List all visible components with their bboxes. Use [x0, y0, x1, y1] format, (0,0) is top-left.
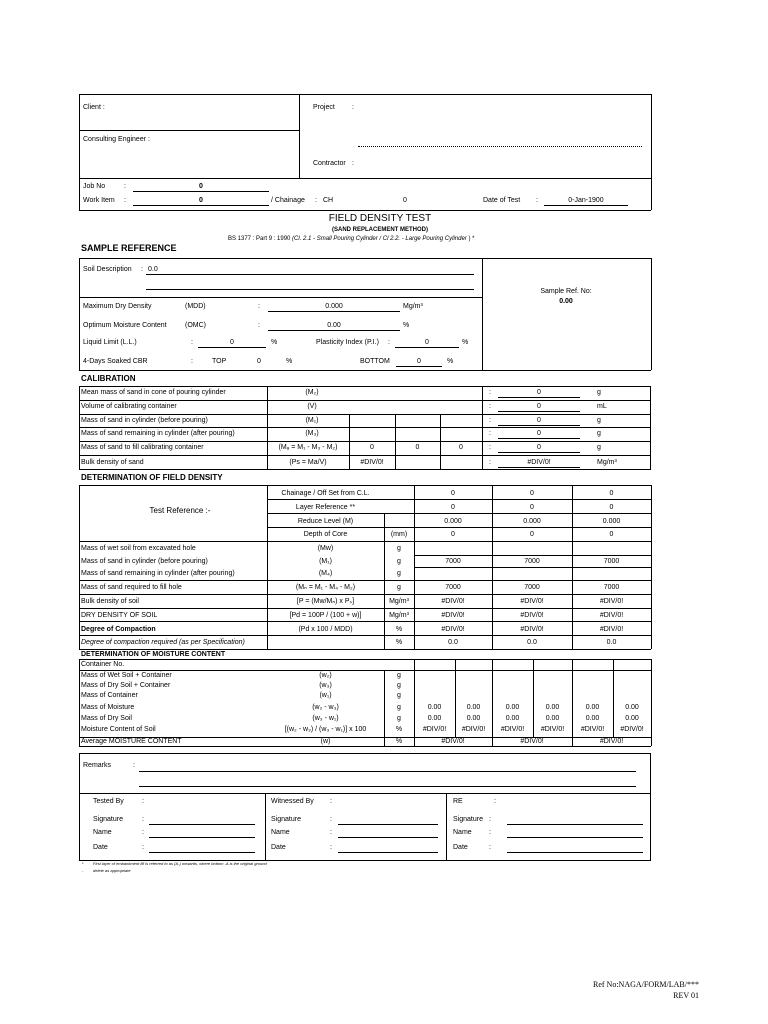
- moisture-value: #DIV/0!: [620, 726, 644, 733]
- calibration-result: 0: [537, 430, 541, 437]
- cbr-colon: :: [191, 358, 193, 365]
- moisture-unit: g: [397, 715, 401, 722]
- calibration-symbol: (V): [307, 403, 317, 410]
- test-ref-unit: (mm): [390, 531, 408, 538]
- field-density-value: #DIV/0!: [599, 598, 624, 605]
- calibration-colon: :: [489, 389, 491, 396]
- field-density-value: 7000: [445, 584, 461, 591]
- cbr-label: 4-Days Soaked CBR: [83, 358, 148, 365]
- moisture-value: 0.00: [545, 704, 560, 711]
- calibration-value-1: 0: [370, 444, 374, 451]
- page-title: FIELD DENSITY TEST: [328, 213, 432, 224]
- moisture-unit: %: [395, 726, 403, 733]
- calibration-value-1: #DIV/0!: [360, 459, 384, 466]
- test-ref-value: 0: [451, 531, 455, 538]
- field-density-value: 7000: [524, 558, 540, 565]
- job-no-colon: :: [124, 183, 126, 190]
- field-density-value: #DIV/0!: [520, 626, 544, 633]
- signoff-colon: :: [142, 844, 144, 851]
- calibration-label: Volume of calibrating container: [81, 403, 177, 410]
- calibration-colon: :: [489, 430, 491, 437]
- plasticity-index-value: 0: [425, 339, 429, 346]
- cbr-top-value: 0: [257, 358, 261, 365]
- moisture-symbol: (w₂ - w₃): [312, 704, 339, 711]
- signoff-colon: :: [330, 844, 332, 851]
- signoff-colon: :: [489, 816, 491, 823]
- calibration-unit: mL: [597, 403, 607, 410]
- signoff-name-label: Name: [453, 829, 472, 836]
- moisture-value: #DIV/0!: [461, 726, 486, 733]
- test-ref-label: Layer Reference **: [295, 504, 356, 511]
- chainage-label: / Chainage: [271, 197, 305, 204]
- moisture-value: 0.00: [427, 715, 442, 722]
- calibration-symbol: (Ps = Ma/V): [289, 459, 327, 466]
- field-density-value: #DIV/0!: [520, 612, 544, 619]
- moisture-value: 0.00: [505, 704, 520, 711]
- moisture-symbol: [(w₂ - w₃) / (w₃ - w₁)] x 100: [284, 726, 367, 733]
- re-colon: :: [494, 798, 496, 805]
- moisture-unit: g: [397, 682, 401, 689]
- test-ref-value: 0: [530, 531, 534, 538]
- cbr-bottom-unit: %: [447, 358, 454, 365]
- test-ref-label: Depth of Core: [303, 531, 348, 538]
- remarks-label: Remarks: [83, 762, 112, 769]
- field-density-unit: %: [395, 639, 403, 646]
- signoff-name-label: Name: [93, 829, 112, 836]
- omc-value: 0.00: [327, 322, 341, 329]
- field-density-unit: Mg/m³: [389, 612, 409, 619]
- calibration-result: #DIV/0!: [527, 459, 551, 466]
- calibration-unit: g: [597, 444, 601, 451]
- calibration-colon: :: [489, 459, 491, 466]
- moisture-label: Mass of Dry Soil + Container: [81, 682, 171, 689]
- moisture-value: #DIV/0!: [422, 726, 447, 733]
- signoff-signature-label: Signature: [271, 816, 301, 823]
- calibration-label: Mass of sand remaining in cylinder (after pouring): [81, 430, 235, 437]
- field-density-value: 0.0: [527, 639, 537, 646]
- soil-description-label: Soil Description: [83, 266, 132, 273]
- liquid-limit-label: Liquid Limit (L.L.): [83, 339, 137, 346]
- re-label: RE: [453, 798, 463, 805]
- moisture-value: 0.00: [585, 715, 600, 722]
- moisture-value: 0.00: [505, 715, 520, 722]
- calibration-result: 0: [537, 389, 541, 396]
- soil-description-colon: :: [141, 266, 143, 273]
- project-colon: :: [352, 104, 354, 111]
- field-density-symbol: (M₄): [318, 570, 333, 577]
- footnote-text-2: delete as appropriate: [93, 868, 131, 873]
- field-density-label: Bulk density of soil: [81, 598, 139, 605]
- field-density-value: 7000: [524, 584, 540, 591]
- work-item-value: 0: [199, 197, 203, 204]
- omc-colon: :: [258, 322, 260, 329]
- calibration-symbol: (M₃): [305, 430, 319, 437]
- calibration-label: Bulk density of sand: [81, 459, 144, 466]
- calibration-heading: CALIBRATION: [81, 374, 136, 383]
- signoff-name-label: Name: [271, 829, 290, 836]
- mdd-abbr: (MDD): [185, 303, 206, 310]
- date-of-test-label: Date of Test: [483, 197, 521, 204]
- calibration-table: [79, 386, 651, 470]
- calibration-symbol: (M₁): [305, 417, 319, 424]
- mdd-colon: :: [258, 303, 260, 310]
- footer-ref: Ref No:NAGA/FORM/LAB/***: [592, 980, 699, 989]
- mdd-value: 0.000: [325, 303, 343, 310]
- sample-ref-label: Sample Ref. No:: [540, 288, 592, 295]
- signoff-colon: :: [489, 844, 491, 851]
- signoff-date-label: Date: [271, 844, 286, 851]
- plasticity-index-colon: :: [388, 339, 390, 346]
- moisture-label: Moisture Content of Soil: [81, 726, 156, 733]
- calibration-value-2: 0: [415, 444, 420, 451]
- signoff-colon: :: [330, 816, 332, 823]
- moisture-label: Container No.: [81, 661, 125, 668]
- average-moisture-value: #DIV/0!: [441, 738, 465, 745]
- field-density-heading: DETERMINATION OF FIELD DENSITY: [81, 473, 223, 482]
- tested-by-label: Tested By: [93, 798, 124, 805]
- omc-label: Optimum Moisture Content: [83, 322, 167, 329]
- field-density-symbol: (Mw): [317, 545, 334, 552]
- test-ref-label: Reduce Level (M): [297, 518, 354, 525]
- signoff-date-label: Date: [93, 844, 108, 851]
- field-density-symbol: (Pd x 100 / MDD): [298, 626, 353, 633]
- chainage-value: 0: [403, 197, 407, 204]
- calibration-symbol: (Mₐ = M₁ - M₃ - M₂): [278, 444, 338, 451]
- chainage-ch: CH: [323, 197, 334, 204]
- calibration-label: Mass of sand in cylinder (before pouring): [81, 417, 208, 424]
- moisture-unit: g: [397, 704, 401, 711]
- field-density-label: Mass of sand required to fill hole: [81, 584, 182, 591]
- field-density-symbol: (Mₙ = M₁ - M₄ - M₂): [295, 584, 356, 591]
- test-ref-value: 0: [609, 531, 614, 538]
- calibration-result: 0: [537, 403, 541, 410]
- moisture-value: 0.00: [545, 715, 560, 722]
- plasticity-index-label: Plasticity Index (P.I.): [316, 339, 379, 346]
- average-moisture-label: Average MOISTURE CONTENT: [81, 738, 182, 745]
- field-density-symbol: (M₁): [319, 558, 332, 565]
- field-density-value: 7000: [445, 558, 461, 565]
- calibration-value-3: 0: [459, 444, 463, 451]
- average-moisture-symbol: (w): [320, 738, 331, 745]
- work-item-colon: :: [124, 197, 126, 204]
- test-ref-value: 0: [609, 490, 614, 497]
- plasticity-index-unit: %: [462, 339, 469, 346]
- test-ref-value: 0: [451, 490, 455, 497]
- moisture-value: 0.00: [625, 704, 639, 711]
- liquid-limit-value: 0: [230, 339, 234, 346]
- mdd-label: Maximum Dry Density: [83, 303, 152, 310]
- moisture-symbol: (w₂): [319, 672, 332, 679]
- calibration-unit: g: [597, 430, 601, 437]
- field-density-value: #DIV/0!: [441, 626, 465, 633]
- mdd-unit: Mg/m³: [403, 303, 423, 310]
- field-density-label: Mass of sand in cylinder (before pouring): [81, 558, 208, 565]
- field-density-value: #DIV/0!: [520, 598, 544, 605]
- calibration-unit: g: [597, 389, 601, 396]
- soil-description-value: 0.0: [148, 266, 158, 273]
- moisture-heading: DETERMINATION OF MOISTURE CONTENT: [81, 651, 226, 658]
- footer-rev: REV 01: [673, 991, 699, 1000]
- field-density-label: Degree of compaction required (as per Specification): [81, 639, 245, 646]
- calibration-unit: Mg/m³: [597, 459, 617, 466]
- test-ref-value: 0.000: [602, 518, 621, 525]
- signoff-date-label: Date: [453, 844, 468, 851]
- test-ref-value: 0: [530, 504, 534, 511]
- moisture-value: #DIV/0!: [580, 726, 605, 733]
- project-label: Project: [313, 104, 335, 111]
- moisture-value: 0.00: [625, 715, 639, 722]
- moisture-label: Mass of Container: [81, 692, 138, 699]
- average-moisture-value: #DIV/0!: [520, 738, 544, 745]
- field-density-value: 0.0: [606, 639, 617, 646]
- moisture-label: Mass of Dry Soil: [81, 715, 132, 722]
- moisture-value: 0.00: [427, 704, 442, 711]
- remarks-box: [79, 753, 651, 861]
- field-density-unit: g: [397, 545, 401, 552]
- moisture-symbol: (w₁): [319, 692, 332, 699]
- field-density-symbol: [P = (Mw/Mₙ) x Pₛ]: [296, 598, 355, 605]
- calibration-unit: g: [597, 417, 601, 424]
- field-density-value: #DIV/0!: [441, 612, 465, 619]
- moisture-label: Mass of Moisture: [81, 704, 135, 711]
- field-density-unit: g: [397, 558, 401, 565]
- client-label: Client :: [83, 104, 105, 111]
- work-item-label: Work Item: [83, 197, 115, 204]
- moisture-value: #DIV/0!: [540, 726, 565, 733]
- liquid-limit-unit: %: [271, 339, 278, 346]
- calibration-colon: :: [489, 403, 491, 410]
- signoff-colon: :: [142, 816, 144, 823]
- sample-ref-value: 0.00: [559, 298, 573, 305]
- calibration-colon: :: [489, 444, 491, 451]
- field-density-symbol: [Pd = 100P / (100 + w)]: [289, 612, 362, 619]
- moisture-symbol: (w₃ - w₁): [312, 715, 339, 722]
- cbr-top-label: TOP: [212, 358, 227, 365]
- witnessed-by-label: Witnessed By: [271, 798, 314, 805]
- moisture-value: #DIV/0!: [500, 726, 525, 733]
- moisture-value: 0.00: [466, 715, 481, 722]
- cbr-bottom-value: 0: [417, 358, 421, 365]
- moisture-symbol: (w₃): [319, 682, 332, 689]
- field-density-value: 0.0: [448, 639, 458, 646]
- calibration-label: Mean mass of sand in cone of pouring cylinder: [81, 389, 226, 396]
- signoff-signature-label: Signature: [93, 816, 123, 823]
- field-density-label: Mass of wet soil from excavated hole: [81, 545, 196, 552]
- calibration-label: Mass of sand to fill calibrating container: [81, 444, 204, 451]
- field-density-unit: %: [395, 626, 403, 633]
- moisture-value: 0.00: [585, 704, 600, 711]
- project-dotted-line: [358, 146, 642, 147]
- field-density-unit: g: [397, 584, 401, 591]
- signoff-signature-label: Signature: [453, 816, 483, 823]
- field-density-value: #DIV/0!: [599, 612, 624, 619]
- footnote-mark-1: *: [82, 861, 84, 866]
- calibration-result: 0: [537, 417, 541, 424]
- job-no-label: Job No: [83, 183, 106, 190]
- footnote-text-1: First layer of embankment fill is referred to as (A-) onwards, where bottom -A is the original ground: [93, 861, 267, 866]
- cbr-top-unit: %: [286, 358, 293, 365]
- field-density-label: Degree of Compaction: [81, 626, 156, 633]
- date-of-test-colon: :: [536, 197, 538, 204]
- tested-by-colon: :: [142, 798, 144, 805]
- witnessed-by-colon: :: [330, 798, 332, 805]
- test-ref-value: 0: [451, 504, 455, 511]
- field-density-value: #DIV/0!: [441, 598, 465, 605]
- field-density-label: DRY DENSITY OF SOIL: [81, 612, 158, 619]
- average-moisture-value: #DIV/0!: [599, 738, 624, 745]
- date-of-test-value: 0-Jan-1900: [568, 197, 604, 204]
- remarks-colon: :: [133, 762, 135, 769]
- test-ref-label: Chainage / Off Set from C.L.: [281, 490, 370, 497]
- moisture-unit: g: [397, 692, 401, 699]
- test-reference-label: Test Reference :-: [149, 506, 211, 515]
- cbr-bottom-label: BOTTOM: [360, 358, 390, 365]
- field-density-label: Mass of sand remaining in cylinder (after pouring): [81, 570, 235, 577]
- signoff-colon: :: [330, 829, 332, 836]
- consulting-engineer-label: Consulting Engineer :: [83, 136, 150, 143]
- job-no-value: 0: [199, 183, 203, 190]
- contractor-colon: :: [352, 160, 354, 167]
- sample-reference-heading: SAMPLE REFERENCE: [81, 243, 177, 253]
- moisture-label: Mass of Wet Soil + Container: [81, 672, 172, 679]
- test-ref-value: 0.000: [444, 518, 462, 525]
- contractor-label: Contractor: [313, 160, 346, 167]
- omc-unit: %: [403, 322, 410, 329]
- test-ref-value: 0: [609, 504, 614, 511]
- page-subtitle: (SAND REPLACEMENT METHOD): [332, 227, 428, 233]
- footnote-mark-2: -: [82, 868, 84, 873]
- chainage-colon: :: [315, 197, 317, 204]
- average-moisture-unit: %: [395, 738, 403, 745]
- calibration-symbol: (M₂): [305, 389, 319, 396]
- field-density-value: 7000: [603, 558, 620, 565]
- test-standard: BS 1377 : Part 9 : 1990 (Cl. 2.1 - Small Pouring Cylinder / Cl 2.2. - Large Pouring Cylinder ) *: [228, 236, 475, 242]
- moisture-unit: g: [397, 672, 401, 679]
- signoff-colon: :: [142, 829, 144, 836]
- test-ref-value: 0: [530, 490, 534, 497]
- signoff-colon: :: [489, 829, 491, 836]
- calibration-result: 0: [537, 444, 541, 451]
- moisture-value: 0.00: [466, 704, 481, 711]
- field-density-unit: Mg/m³: [389, 598, 409, 605]
- liquid-limit-colon: :: [191, 339, 193, 346]
- field-density-unit: g: [397, 570, 401, 577]
- field-density-value: #DIV/0!: [599, 626, 624, 633]
- omc-abbr: (OMC): [185, 322, 206, 329]
- calibration-colon: :: [489, 417, 491, 424]
- field-density-value: 7000: [603, 584, 620, 591]
- test-ref-value: 0.000: [523, 518, 541, 525]
